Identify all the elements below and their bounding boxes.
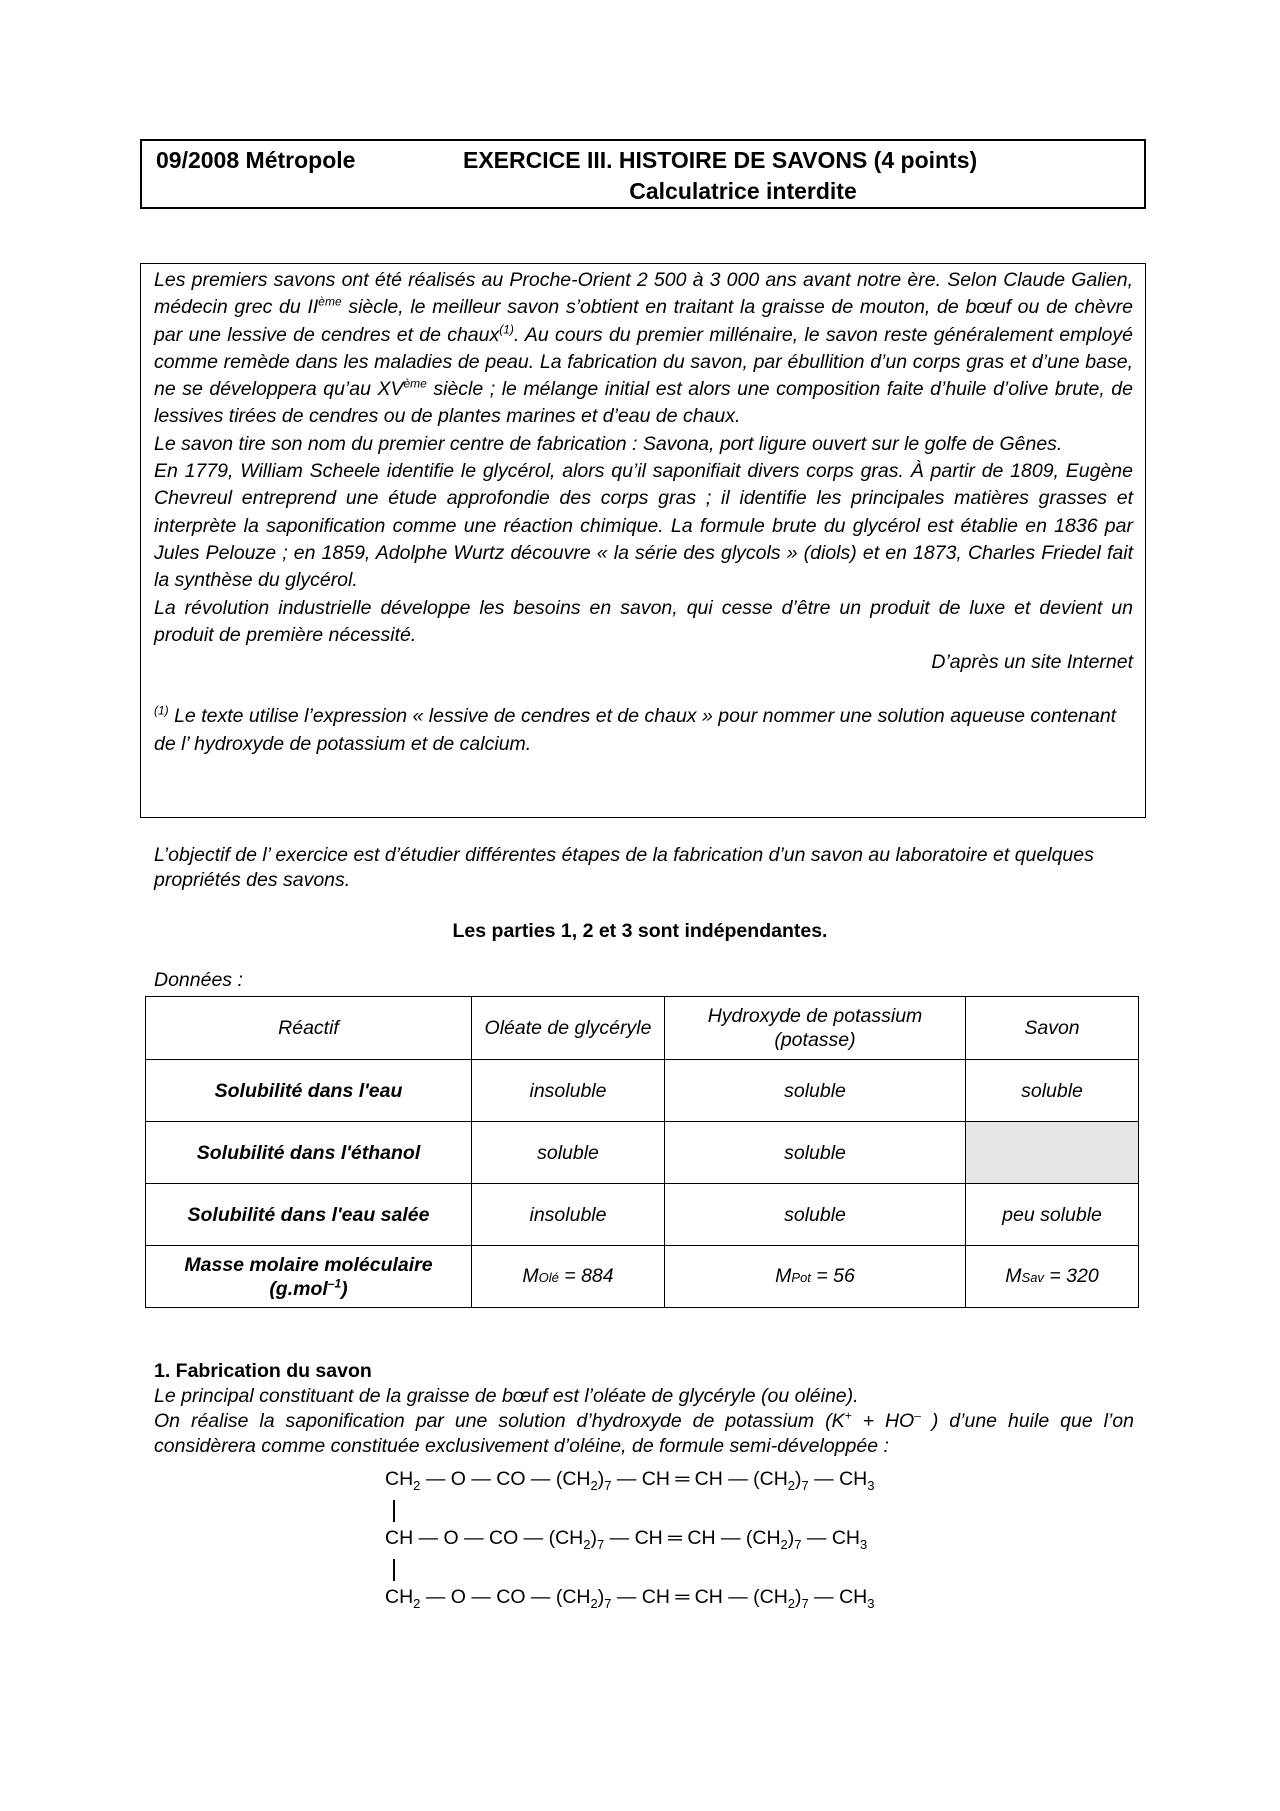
header-box	[140, 139, 1146, 209]
exercise-title: EXERCICE III. HISTOIRE DE SAVONS (4 points)	[463, 147, 978, 173]
table-row	[146, 1184, 1139, 1246]
table-cell: soluble	[665, 1060, 966, 1122]
table-header-cell: Réactif	[146, 997, 472, 1060]
section-1-text	[154, 1384, 1134, 1459]
history-paragraph-4: La révolution industrielle développe les besoins en savon, qui cesse d’être un produit de luxe et devient un produit de première nécessité.	[154, 596, 1133, 646]
table-cell: insoluble	[472, 1184, 665, 1246]
data-table	[145, 996, 1139, 1308]
data-label: Données :	[154, 969, 243, 991]
history-text-box	[140, 263, 1146, 818]
exam-reference: 09/2008 Métropole	[156, 147, 356, 173]
formula-line-1: $CH_2$ — O — CO — $(CH_2)_7$ — CH ═ CH — $(CH_2)_7$ — $CH_3$	[385, 1468, 875, 1493]
table-header-cell: Hydroxyde de potassium (potasse)	[665, 997, 966, 1060]
table-cell: MPot = 56	[665, 1246, 966, 1308]
table-cell-empty	[966, 1122, 1139, 1184]
exercise-objective: L’objectif de l’ exercice est d’étudier différentes étapes de la fabrication d’un savon au laboratoire et quelques propriétés des savons.	[154, 844, 1094, 891]
calculator-note: Calculatrice interdite	[629, 178, 857, 204]
table-cell: soluble	[966, 1060, 1139, 1122]
table-header-cell: Oléate de glycéryle	[472, 997, 665, 1060]
history-paragraph-3: En 1779, William Scheele identifie le glycérol, alors qu’il saponifiait divers corps gras. À partir de 1809, Eugène Chevreul entreprend une étude approfondie des corps gras ; il identifie les principales matières grasses et interprète la saponification comme une réaction chimique. La formule brute du glycérol est établie en 1836 par Jules Pelouze ; en 1859, Adolphe Wurtz découvre « la série des glycols » (diols) et en 1873, Charles Friedel fait la synthèse du glycérol.	[154, 460, 1133, 592]
table-row	[146, 1060, 1139, 1122]
table-row-label: Solubilité dans l'eau salée	[146, 1184, 472, 1246]
table-row	[146, 1246, 1139, 1308]
parts-note: Les parties 1, 2 et 3 sont indépendantes.	[452, 920, 828, 942]
table-cell: peu soluble	[966, 1184, 1139, 1246]
table-cell: soluble	[665, 1184, 966, 1246]
section-1-title: 1. Fabrication du savon	[154, 1360, 372, 1382]
table-cell: insoluble	[472, 1060, 665, 1122]
table-cell: MSav = 320	[966, 1246, 1139, 1308]
table-row-label: Solubilité dans l'eau	[146, 1060, 472, 1122]
formula-line-2: CH — O — CO — $(CH_2)_7$ — CH ═ CH — $(CH_2)_7$ — $CH_3$	[385, 1527, 868, 1552]
history-paragraph-1: Les premiers savons ont été réalisés au Proche-Orient 2 500 à 3 000 ans avant notre ère. Selon Claude Galien, médecin grec du IIème siècle, le meilleur savon s’obtient en traitant la graisse de mouton, de bœuf ou de chèvre par une lessive de cendres et de chaux$^{(1)}$. Au cours du premier millénaire, le savon reste généralement employé comme remède dans les maladies de peau. La fabrication du savon, par ébullition d’un corps gras et d’une base, ne se développera qu’au XVème siècle ; le mélange initial est alors une composition faite d’huile d’olive brute, de lessives tirées de cendres ou de plantes marines et d’eau de chaux.	[154, 269, 1133, 428]
table-cell: soluble	[665, 1122, 966, 1184]
table-cell: MOlé = 884	[472, 1246, 665, 1308]
footnote: $^{(1)}$ Le texte utilise l’expression « lessive de cendres et de chaux » pour nommer une solution aqueuse contenant de l’ hydroxyde de potassium et de calcium.	[154, 703, 1117, 755]
history-paragraph-2: Le savon tire son nom du premier centre de fabrication : Savona, port ligure ouvert sur le golfe de Gênes.	[154, 432, 1063, 455]
table-cell: soluble	[472, 1122, 665, 1184]
table-header-cell: Savon	[966, 997, 1139, 1060]
text-source: D’après un site Internet	[931, 651, 1133, 674]
formula-line-3: $CH_2$ — O — CO — $(CH_2)_7$ — CH ═ CH — $(CH_2)_7$ — $CH_3$	[385, 1586, 875, 1611]
section-1-line-1: Le principal constituant de la graisse de bœuf est l’oléate de glycéryle (ou oléine).	[154, 1385, 859, 1407]
formula-bond-1	[393, 1500, 395, 1522]
section-1-line-2: On réalise la saponification par une solution d’hydroxyde de potassium (K+ + HO– ) d’une huile que l’on considèrera comme constituée exclusivement d’oléine, de formule semi-développée :	[154, 1408, 1134, 1457]
table-row-label: Masse molaire moléculaire (g.mol$^{-1}$)	[146, 1246, 472, 1308]
table-row	[146, 1122, 1139, 1184]
formula-bond-2	[393, 1559, 395, 1581]
table-header-row	[146, 997, 1139, 1060]
table-row-label: Solubilité dans l'éthanol	[146, 1122, 472, 1184]
